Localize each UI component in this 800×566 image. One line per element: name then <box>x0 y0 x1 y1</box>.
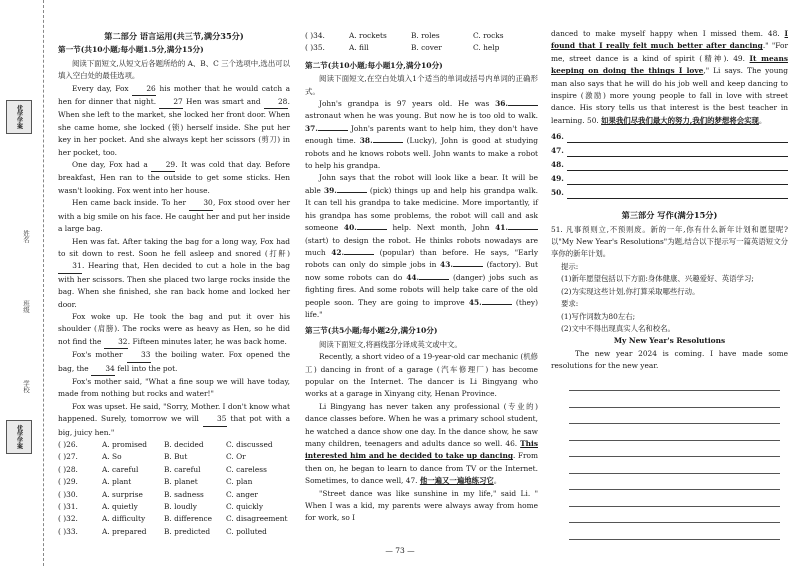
passage-paragraph: John's grandpa is 97 years old. He was 36. astronaut when he was young. But now he is too old to walk. 37. John's parents want to help him, they don't have enough time. 38. (Lucky), John is good at studying robots and he knows robots well. John wants to make a robot to help his grandpa. <box>305 99 538 171</box>
requirement-item: (2)文中不得出现真实人名和校名。 <box>561 323 675 333</box>
answer-line-46[interactable]: 46. <box>551 129 788 143</box>
writing-line[interactable] <box>569 408 780 425</box>
hint-item: (1)新年愿望包括以下方面:身体健康、兴趣爱好、英语学习; <box>561 274 754 284</box>
column-middle <box>305 30 538 525</box>
section1-instructions: 阅读下面短文,从短文后各题所给的 A、B、C 三个选项中,选出可以填入空白处的最佳选项。 <box>58 58 290 81</box>
passage-paragraph: Recently, a short video of a 19-year-old car mechanic (机修工) dancing in front of a garage (汽车修理厂) has become popular on the Internet. The dancer is Li Bingyang who works at a garage in Xinyang city, Henan Province. <box>305 352 538 399</box>
writing-prompt: 51. 凡事预则立,不预则废。新的一年,你有什么新年计划和愿望呢?以"My New Year's Resolutions"为题,结合以下提示写一篇英语短文分享你的新年计划。 <box>551 224 788 259</box>
part2-title: 第二部分 语言运用(共三节,满分35分) <box>104 31 244 41</box>
publisher-logo-top: 优学学案 <box>6 100 32 134</box>
writing-line[interactable] <box>569 507 780 524</box>
passage-paragraph: Fox's mother said, "What a fine soup we will have today, made from nothing but rocks and water!" <box>58 376 290 399</box>
blank-27[interactable]: 27 <box>159 96 183 109</box>
writing-line[interactable] <box>569 457 780 474</box>
passage-paragraph: Fox woke up. He took the bag and put it over his shoulder (肩膀). The rocks were as heavy as Hen, so he did not find the 32. Fifteen minutes later, he was back home. <box>58 311 290 349</box>
underlined-sentence-49: It means keeping on doing the things I love <box>551 53 788 76</box>
underlined-sentence-46: This interested him and he decided to take up dancing <box>305 439 538 461</box>
blank-34[interactable]: 34 <box>91 363 115 376</box>
writing-line[interactable] <box>569 375 780 392</box>
section3-title: 第三节(共5小题;每小题2分,满分10分) <box>305 326 438 336</box>
sidebar-name-label: 姓名 <box>22 230 30 243</box>
essay-title: My New Year's Resolutions <box>613 336 726 346</box>
answer-line-50[interactable]: 50. <box>551 185 788 199</box>
underlined-sentence-47: 他一遍又一遍地练习它 <box>419 476 494 486</box>
translation-answer-lines <box>551 129 788 199</box>
passage-paragraph: danced to make myself happy when I missed them. 48. I found that I really felt much better after dancing." "For me, street dance is a kind of spirit (精神). 49. It means keeping on doing the things I love," Li says. The young man also says that he will do his job well and keep dancing to inspire (激励) more young people to fall in love with street dance. His story tells us that interest is the best teacher in learning. 50. 如果我们尽我们最大的努力,我们的梦想将会实现。 <box>551 29 789 125</box>
writing-line[interactable] <box>569 424 780 441</box>
writing-line[interactable] <box>569 523 780 540</box>
underlined-sentence-50: 如果我们尽我们最大的努力,我们的梦想将会实现 <box>601 115 759 125</box>
blank-26[interactable]: 26 <box>132 83 156 96</box>
options-list <box>58 439 290 538</box>
passage-paragraph: One day, Fox had a 29. It was cold that day. Before breakfast, Hen ran to the outside to get some sticks. Hen wasn't looking. Fox went into her house. <box>58 160 290 195</box>
option-row-34[interactable]: ( )34. A. rockets B. roles C. rocks <box>305 31 504 40</box>
writing-line[interactable] <box>569 391 780 408</box>
option-row-30[interactable]: ( )30. A. surprise B. sadness C. anger <box>58 489 258 499</box>
binding-sidebar <box>0 0 44 566</box>
blank-41[interactable] <box>508 229 538 230</box>
passage-paragraph: "Street dance was like sunshine in my life," said Li. " When I was a kid, my parents were always away from home for work, so I <box>305 488 538 523</box>
column-left <box>58 30 290 538</box>
requirement-item: (1)写作词数为80左右; <box>561 311 636 321</box>
part3-title: 第三部分 写作(满分15分) <box>621 210 718 221</box>
blank-35[interactable]: 35 <box>203 413 227 426</box>
blank-32[interactable]: 32 <box>104 336 128 349</box>
essay-writing-area[interactable] <box>551 375 788 540</box>
blank-44[interactable] <box>419 279 449 280</box>
blank-38[interactable] <box>373 142 403 143</box>
section1-title: 第一节(共10小题;每小题1.5分,满分15分) <box>58 45 204 55</box>
passage-paragraph: Fox was upset. He said, "Sorry, Mother. I don't know what happened. Surely, tomorrow we will 35 that pot with a big, juicy hen." <box>58 401 290 437</box>
blank-40[interactable] <box>357 229 387 230</box>
answer-line-48[interactable]: 48. <box>551 157 788 171</box>
writing-line[interactable] <box>569 474 780 491</box>
passage-paragraph: Hen was fat. After taking the bag for a long way, Fox had to sit down to rest. Soon he fell asleep and snored (打鼾) 31. Hearing that, Hen decided to cut a hole in the bag with her scissors. Then she placed two large rocks inside the bag. When she finished, she ran back home and locked her door. <box>58 236 290 309</box>
sidebar-class-label: 班级 <box>22 300 30 313</box>
option-row-27[interactable]: ( )27. A. So B. But C. Or <box>58 452 246 462</box>
option-row-32[interactable]: ( )32. A. difficulty B. difference C. disagreement <box>58 514 288 524</box>
blank-29[interactable]: 29 <box>151 159 175 172</box>
blank-36[interactable] <box>508 105 538 106</box>
writing-line[interactable] <box>569 441 780 458</box>
blank-31[interactable]: 31 <box>58 260 82 273</box>
passage-paragraph: Fox's mother 33 the boiling water. Fox opened the bag, the 34 fell into the pot. <box>58 349 290 376</box>
publisher-logo-bottom: 优学学案 <box>6 420 32 454</box>
blank-39[interactable] <box>337 192 367 193</box>
blank-28[interactable]: 28 <box>264 96 288 109</box>
blank-30[interactable]: 30 <box>189 197 213 210</box>
section2-title: 第二节(共10小题;每小题1分,满分10分) <box>305 60 443 70</box>
section2-instructions: 阅读下面短文,在空白处填入1个适当的单词或括号内单词的正确形式。 <box>305 74 538 96</box>
sidebar-school-label: 学校 <box>22 380 30 393</box>
passage-paragraph: Li Bingyang has never taken any professional (专业的) dance classes before. When he was a primary school student, he watched a dance show one day. In the dance show, he saw many children, teenagers and adults dance so well. 46. This interested him and he decided to take up dancing. From then on, he began to learn to dance from TV or the Internet. Sometimes, to dance well, 47. 他一遍又一遍地练习它。 <box>305 401 538 486</box>
option-row-33[interactable]: ( )33. A. prepared B. predicted C. polluted <box>58 526 267 536</box>
page-number: — 73 — <box>385 546 415 555</box>
essay-opening: The new year 2024 is coming. I have made some resolutions for the new year. <box>551 348 788 371</box>
answer-line-49[interactable]: 49. <box>551 171 788 185</box>
requirement-title: 要求: <box>561 299 579 309</box>
section3-instructions: 阅读下面短文,将画线部分译成英文或中文。 <box>319 339 462 349</box>
option-row-31[interactable]: ( )31. A. quietly B. loudly C. quickly <box>58 502 264 512</box>
column-right <box>551 28 788 540</box>
blank-37[interactable] <box>318 130 348 131</box>
blank-45[interactable] <box>482 304 512 305</box>
hint-title: 提示: <box>561 261 579 271</box>
option-row-29[interactable]: ( )29. A. plant B. planet C. plan <box>58 477 253 487</box>
passage-paragraph: John says that the robot will look like a bear. It will be able 39. (pick) things up and help his grandpa walk. It can tell his grandpa to take medicine. More importantly, if his grandpa has some problems, the robot will call and ask someone 40. help. Next month, John 41. (start) to design the robot. He thinks robots nowadays are much 42. (popular) than before. He says, "Early robots can only do simple jobs in 43. (factory). But now some robots can do 44. (danger) jobs such as fighting fires. And some robots will help take care of the old people soon. They are going to improve 45. (they) life." <box>305 173 538 319</box>
passage-paragraph: Every day, Fox 26 his mother that he would catch a hen for dinner that night. 27 Hen was smart and 28. When she left to the market, she locked her front door. When she came home, she locked (锁) herself inside. She put her key in her pocket. And she always kept her scissors (剪刀) in her pocket, too. <box>58 83 290 157</box>
hint-item: (2)为实现这些计划,你打算采取哪些行动。 <box>561 286 700 296</box>
blank-42[interactable] <box>344 254 374 255</box>
blank-33[interactable]: 33 <box>127 349 151 362</box>
passage-paragraph: Hen came back inside. To her 30, Fox stood over her with a big smile on his face. He caught her and put her inside a large bag. <box>58 198 290 234</box>
option-row-26[interactable]: ( )26. A. promised B. decided C. discussed <box>58 440 273 449</box>
blank-43[interactable] <box>453 266 483 267</box>
writing-line[interactable] <box>569 490 780 507</box>
option-row-28[interactable]: ( )28. A. careful B. careful C. careless <box>58 464 267 474</box>
answer-line-47[interactable]: 47. <box>551 143 788 157</box>
option-row-35[interactable]: ( )35. A. fill B. cover C. help <box>305 43 500 53</box>
underlined-sentence-48: I found that I really felt much better after dancing <box>551 29 788 51</box>
